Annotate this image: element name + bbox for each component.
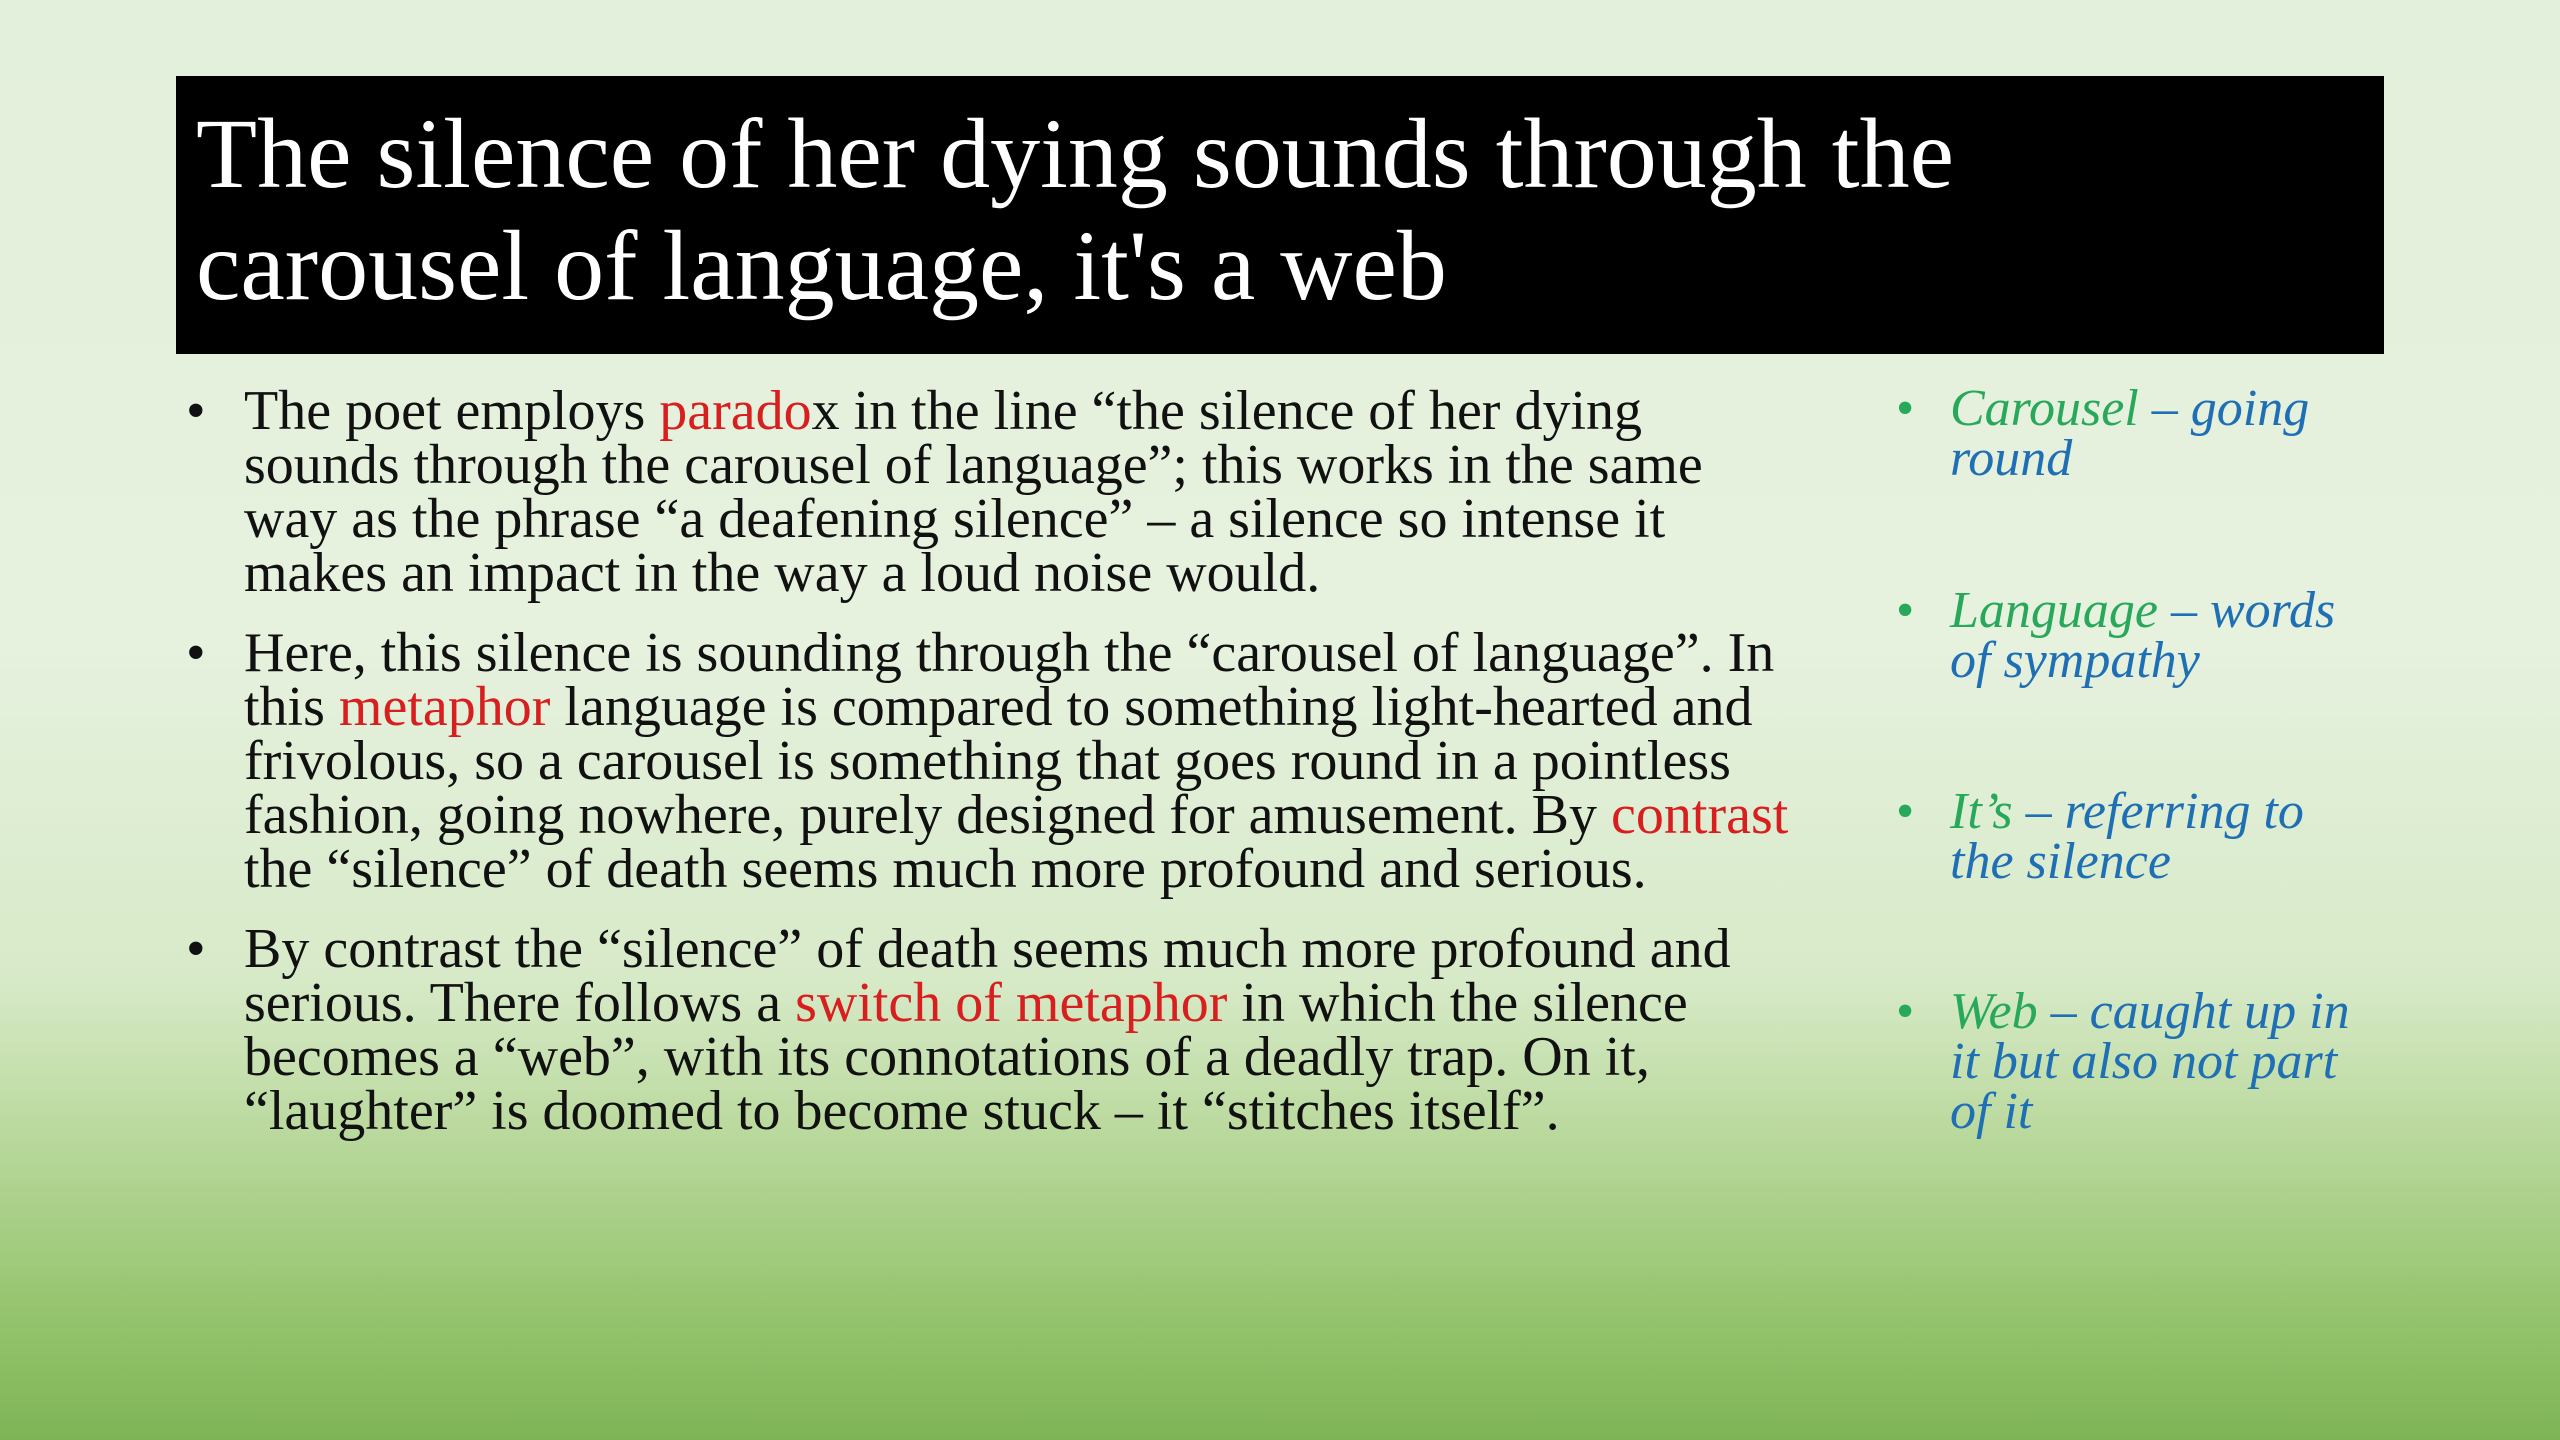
highlight-term-contrast: contrast [1611, 784, 1789, 846]
bullet-icon: • [186, 918, 206, 980]
main-point-text: the “silence” of death seems much more profound and serious. [244, 838, 1647, 900]
bullet-icon: • [1896, 582, 1915, 639]
side-note-language [1896, 582, 2376, 689]
side-note-term: It’s [1950, 783, 2013, 840]
slide-title-bar [176, 76, 2384, 354]
bullet-icon: • [1896, 783, 1915, 840]
main-point-text: The poet employs [244, 380, 660, 442]
side-note-carousel [1896, 380, 2376, 487]
main-point-3 [186, 918, 1796, 1142]
main-point-text: x in the line “the silence of her dying sounds through the carousel of language”; this works in the same way as the phrase “a deafening silence” – a silence so intense it makes an impact in the way a loud noise would. [244, 380, 1703, 604]
main-point-text: language is compared to something light-hearted and frivolous, so a carousel is something that goes round in a pointless fashion, going nowhere, purely designed for amusement. By [244, 676, 1753, 846]
bullet-icon: • [1896, 380, 1915, 437]
bullet-icon: • [186, 622, 206, 684]
highlight-term-paradox: parado [659, 380, 812, 442]
slide-title-line-2: carousel of language, it's a web [196, 210, 1447, 321]
side-note-web [1896, 983, 2376, 1140]
main-bullet-list [186, 380, 1796, 1164]
highlight-term-metaphor: metaphor [338, 676, 551, 738]
side-note-definition: – caught up in it but also not part of it [1950, 983, 2350, 1140]
main-point-2 [186, 622, 1796, 900]
side-note-term: Carousel [1950, 380, 2139, 437]
main-point-text: By contrast the “silence” of death seems much more profound and serious. There follows a [244, 918, 1731, 1034]
bullet-icon: • [1896, 983, 1915, 1040]
side-note-its [1896, 783, 2376, 890]
main-point-text: in which the silence becomes a “web”, with its connotations of a deadly trap. On it, “laughter” is doomed to become stuck – it “stitches itself”. [244, 972, 1688, 1142]
slide-title-line-1: The silence of her dying sounds through the [196, 98, 1954, 209]
side-note-definition: – referring to the silence [1950, 783, 2304, 890]
main-point-1 [186, 380, 1796, 604]
side-note-definition: – going round [1950, 380, 2310, 487]
slide-title [196, 98, 2364, 322]
highlight-term-switch-of-metaphor: switch of metaphor [795, 972, 1228, 1034]
side-note-definition: – words of sympathy [1950, 582, 2336, 689]
side-note-term: Language [1950, 582, 2158, 639]
bullet-icon: • [186, 380, 206, 442]
side-note-term: Web [1950, 983, 2038, 1040]
main-point-text: Here, this silence is sounding through the “carousel of language”. In this [244, 622, 1775, 738]
